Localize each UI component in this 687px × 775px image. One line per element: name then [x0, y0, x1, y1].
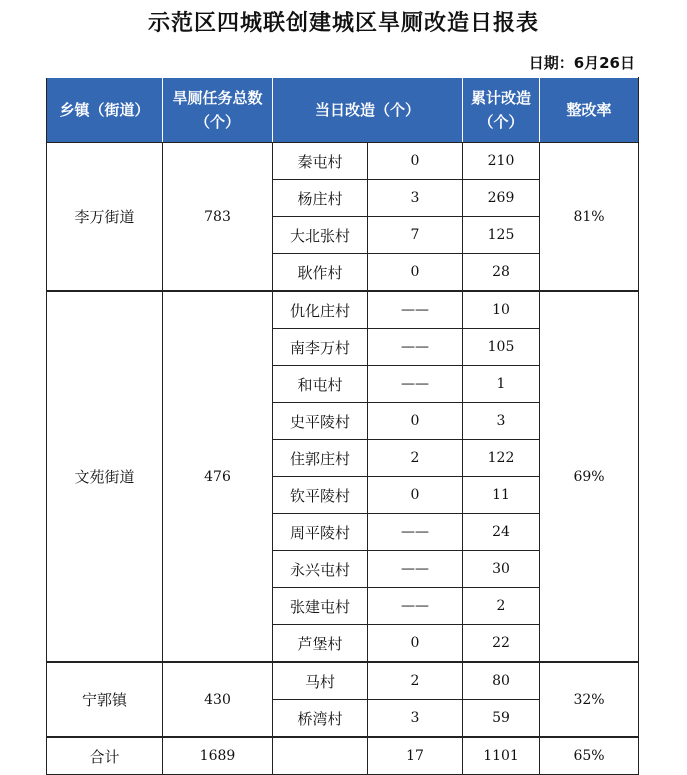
task-total-cell: 783	[163, 143, 273, 292]
daily-count-cell: 0	[368, 477, 463, 514]
village-name-cell: 桥湾村	[273, 700, 368, 738]
cumulative-count-cell: 210	[463, 143, 540, 180]
cumulative-count-cell: 10	[463, 291, 540, 329]
daily-count-cell: ——	[368, 551, 463, 588]
total-daily-cell: 17	[368, 737, 463, 775]
daily-count-cell: 2	[368, 662, 463, 700]
village-name-cell: 周平陵村	[273, 514, 368, 551]
daily-count-cell: ——	[368, 514, 463, 551]
village-name-cell: 张建屯村	[273, 588, 368, 625]
header-total-line1: 旱厕任务总数	[172, 89, 263, 107]
daily-count-cell: ——	[368, 329, 463, 366]
village-name-cell: 永兴屯村	[273, 551, 368, 588]
village-name-cell: 和屯村	[273, 366, 368, 403]
cumulative-count-cell: 80	[463, 662, 540, 700]
village-name-cell: 大北张村	[273, 217, 368, 254]
town-name-cell: 文苑街道	[47, 291, 163, 662]
cumulative-count-cell: 22	[463, 625, 540, 663]
cumulative-count-cell: 2	[463, 588, 540, 625]
cumulative-count-cell: 125	[463, 217, 540, 254]
table-row	[47, 662, 639, 700]
task-total-cell: 430	[163, 662, 273, 737]
village-name-cell: 住郭庄村	[273, 440, 368, 477]
rectification-rate-cell: 32%	[540, 662, 639, 737]
village-name-cell: 钦平陵村	[273, 477, 368, 514]
village-name-cell: 杨庄村	[273, 180, 368, 217]
town-name-cell: 宁郭镇	[47, 662, 163, 737]
total-label-cell: 合计	[47, 737, 163, 775]
daily-count-cell: 2	[368, 440, 463, 477]
cumulative-count-cell: 122	[463, 440, 540, 477]
daily-count-cell: 3	[368, 700, 463, 738]
header-cumulative-line1: 累计改造	[471, 89, 532, 107]
cumulative-count-cell: 1	[463, 366, 540, 403]
header-cumulative	[463, 78, 540, 143]
daily-count-cell: 3	[368, 180, 463, 217]
village-name-cell: 芦堡村	[273, 625, 368, 663]
table-row	[47, 291, 639, 329]
village-name-cell: 马村	[273, 662, 368, 700]
table-row	[47, 143, 639, 180]
table-body	[47, 143, 639, 775]
daily-count-cell: ——	[368, 291, 463, 329]
daily-count-cell: 0	[368, 143, 463, 180]
daily-count-cell: 0	[368, 625, 463, 663]
daily-count-cell: ——	[368, 366, 463, 403]
village-name-cell: 耿作村	[273, 254, 368, 292]
cumulative-count-cell: 3	[463, 403, 540, 440]
task-total-cell: 476	[163, 291, 273, 662]
cumulative-count-cell: 30	[463, 551, 540, 588]
daily-count-cell: 0	[368, 254, 463, 292]
header-cumulative-line2: （个）	[478, 113, 524, 131]
village-name-cell: 史平陵村	[273, 403, 368, 440]
daily-count-cell: 0	[368, 403, 463, 440]
report-date: 日期：6月26日	[528, 54, 635, 72]
cumulative-count-cell: 105	[463, 329, 540, 366]
cumulative-count-cell: 24	[463, 514, 540, 551]
table-header-row	[47, 78, 639, 143]
cumulative-count-cell: 59	[463, 700, 540, 738]
village-name-cell: 南李万村	[273, 329, 368, 366]
cumulative-count-cell: 11	[463, 477, 540, 514]
report-title: 示范区四城联创建城区旱厕改造日报表	[147, 11, 539, 36]
rectification-rate-cell: 81%	[540, 143, 639, 292]
header-total-line2: （个）	[194, 113, 240, 131]
report-table	[46, 77, 639, 775]
header-town: 乡镇（街道）	[47, 78, 163, 143]
total-row	[47, 737, 639, 775]
total-rate-cell: 65%	[540, 737, 639, 775]
total-task-cell: 1689	[163, 737, 273, 775]
daily-count-cell: ——	[368, 588, 463, 625]
header-total	[163, 78, 273, 143]
header-rate: 整改率	[540, 78, 639, 143]
total-village-cell	[273, 737, 368, 775]
town-name-cell: 李万街道	[47, 143, 163, 292]
daily-count-cell: 7	[368, 217, 463, 254]
cumulative-count-cell: 28	[463, 254, 540, 292]
village-name-cell: 秦屯村	[273, 143, 368, 180]
header-daily: 当日改造（个）	[273, 78, 463, 143]
village-name-cell: 仇化庄村	[273, 291, 368, 329]
cumulative-count-cell: 269	[463, 180, 540, 217]
total-cumulative-cell: 1101	[463, 737, 540, 775]
rectification-rate-cell: 69%	[540, 291, 639, 662]
